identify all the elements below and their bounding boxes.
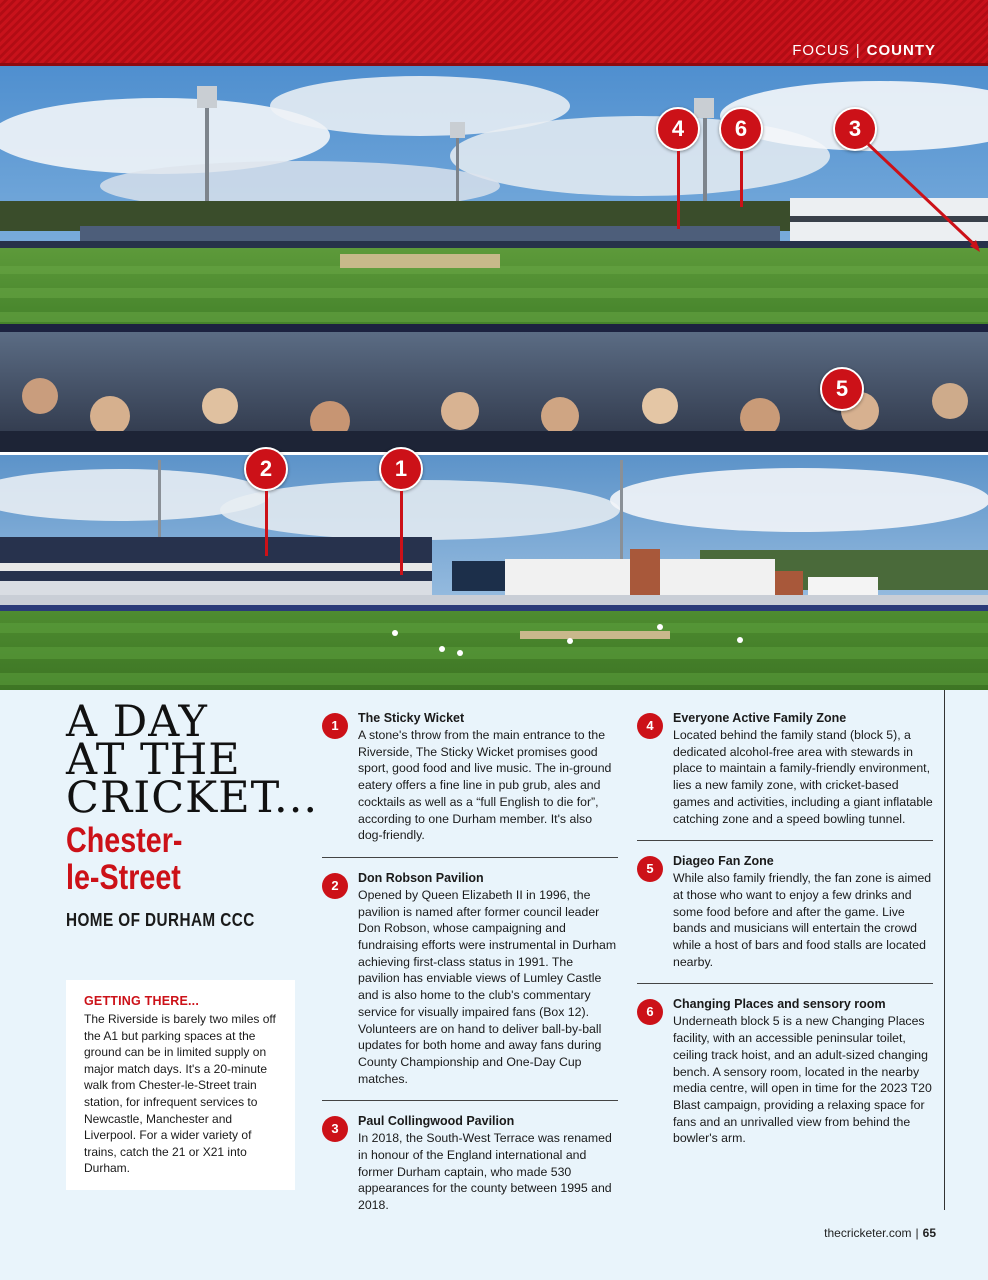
list-item <box>637 853 933 970</box>
map-marker-4: 4 <box>656 107 700 151</box>
item-divider <box>322 857 618 858</box>
item-body: Opened by Queen Elizabeth II in 1996, the pavilion is named after former council leader Don Robson, whose campaigning and fundraising efforts were instrumental in Durham achieving first-class status in 1991. The pavilion has enviable views of Lumley Castle and is also home to the club's commentary service for visually impaired fans (Box 12). Volunteers are on hand to deliver ball-by-ball updates for both home and away fans during County Championship and One-Day Cup matches. <box>358 887 617 1086</box>
stadium-photo-2 <box>0 455 988 690</box>
marker-pin-3 <box>850 140 988 260</box>
list-item <box>637 996 933 1147</box>
item-body: Underneath block 5 is a new Changing Places facility, with an accessible peninsular toilet, ceiling track hoist, and an adult-sized changing bench. A sensory room, located in the nearby media centre, will open in time for the 2023 T20 Blast campaign, providing a relaxing space for fans and an unrivalled view from behind the bowler's arm. <box>673 1014 932 1146</box>
item-divider <box>637 983 933 984</box>
marker-pin-4 <box>677 151 680 229</box>
map-marker-2: 2 <box>244 447 288 491</box>
items-column-1 <box>322 710 618 1214</box>
items-column-2 <box>637 710 933 1147</box>
item-body: A stone's throw from the main entrance to the Riverside, The Sticky Wicket promises good sport, good food and live music. The in-ground eatery offers a fine line in pub grub, ales and cocktails as well as a “full English to die for”, according to one Durham member. It's also dog-friendly. <box>358 728 612 843</box>
map-marker-3: 3 <box>833 107 877 151</box>
page-footer: thecricketer.com | 65 <box>824 1226 936 1240</box>
item-number-badge: 5 <box>637 856 663 882</box>
subtitle-line: le-Street <box>66 858 181 897</box>
item-title: The Sticky Wicket <box>358 711 465 725</box>
item-number-badge: 2 <box>322 873 348 899</box>
list-item <box>322 1113 618 1214</box>
item-body: While also family friendly, the fan zone is aimed at those who want to enjoy a few drinks and some food before and after the game. Live bands and musicians will entertain the crowd while a host of bars and food stalls are located nearby. <box>673 871 932 969</box>
map-marker-6: 6 <box>719 107 763 151</box>
item-number-badge: 1 <box>322 713 348 739</box>
item-body: In 2018, the South-West Terrace was renamed in honour of the England international and former Durham captain, who made 530 appearances for the county between 1995 and 2018. <box>358 1131 612 1213</box>
article-subtitle <box>66 822 182 896</box>
section-label: FOCUS | COUNTY <box>792 42 936 59</box>
title-line: CRICKET... <box>66 773 319 823</box>
item-divider <box>637 840 933 841</box>
footer-site: thecricketer.com <box>824 1226 912 1240</box>
item-body: Located behind the family stand (block 5), a dedicated alcohol-free area with stewards in place to maintain a family-friendly environment, lies a new family zone, with cricket-based games and activities, including a giant inflatable catching zone and a speed bowling tunnel. <box>673 728 933 826</box>
article-title <box>66 697 319 823</box>
getting-there-title: GETTING THERE... <box>84 994 200 1008</box>
subsection-name: COUNTY <box>866 42 936 59</box>
marker-pin-6 <box>740 151 743 207</box>
list-item <box>637 710 933 827</box>
subtitle-line: Chester- <box>66 821 183 860</box>
marker-pin-1 <box>400 491 403 575</box>
item-number-badge: 4 <box>637 713 663 739</box>
item-divider <box>322 1100 618 1101</box>
title-line: A DAY <box>66 697 208 747</box>
home-label: HOME OF DURHAM CCC <box>66 910 255 930</box>
map-marker-1: 1 <box>379 447 423 491</box>
header-band <box>0 0 988 66</box>
item-title: Don Robson Pavilion <box>358 870 484 885</box>
marker-pin-2 <box>265 491 268 556</box>
item-title: Everyone Active Family Zone <box>673 711 847 725</box>
page-number: 65 <box>922 1226 936 1240</box>
section-name: FOCUS <box>792 42 850 59</box>
list-item <box>322 870 618 1087</box>
item-title: Changing Places and sensory room <box>673 997 886 1012</box>
getting-there-box <box>66 980 295 1190</box>
item-title: Diageo Fan Zone <box>673 854 774 869</box>
column-rule <box>944 690 945 1210</box>
item-title: Paul Collingwood Pavilion <box>358 1114 515 1129</box>
item-number-badge: 3 <box>322 1116 348 1142</box>
map-marker-5: 5 <box>820 367 864 411</box>
item-number-badge: 6 <box>637 999 663 1025</box>
list-item <box>322 710 618 844</box>
title-line: AT THE <box>66 735 241 785</box>
getting-there-body: The Riverside is barely two miles off the A1 but parking spaces at the ground can be in limited supply on major match days. It's a 20-minute walk from Chester-le-Street train station, for infrequent services to Newcastle, Manchester and Liverpool. For a wider variety of trains, catch the 21 or X21 into Durham. <box>84 1012 276 1176</box>
